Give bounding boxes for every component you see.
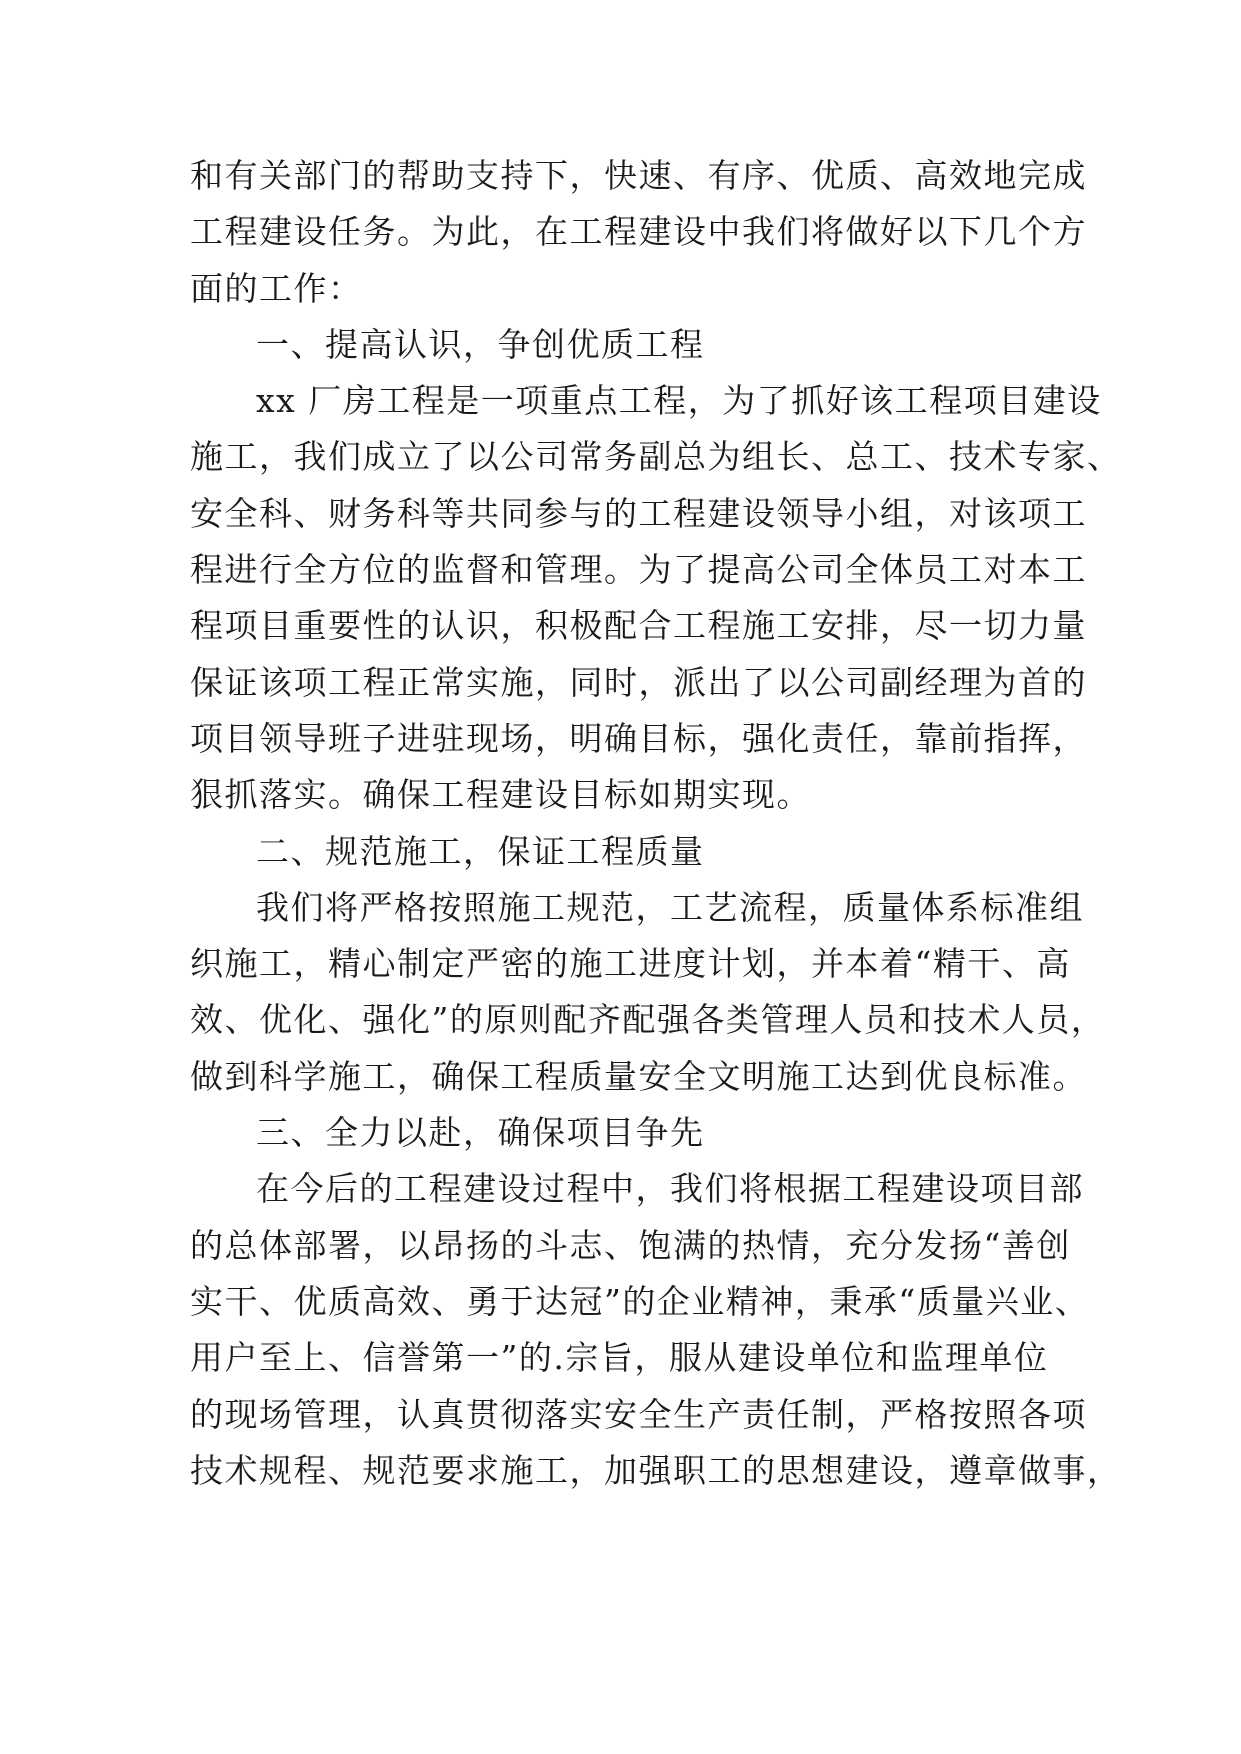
- text-line-1: 和有关部门的帮助支持下，快速、有序、优质、高效地完成: [190, 156, 1087, 195]
- text-line-6: 施工，我们成立了以公司常务副总为组长、总工、技术专家、: [190, 437, 1122, 477]
- text-line-10: 保证该项工程正常实施，同时，派出了以公司副经理为首的: [190, 662, 1087, 702]
- text-line-23: 的现场管理，认真贯彻落实安全生产责任制，严格按照各项: [190, 1394, 1087, 1434]
- text-line-12: 狠抓落实。确保工程建设目标如期实现。: [190, 775, 811, 815]
- paragraph-line-start: 在今后的工程建设过程中，我们将根据工程建设项目部: [256, 1169, 1084, 1209]
- text-line-8: 程进行全方位的监督和管理。为了提高公司全体员工对本工: [190, 550, 1087, 590]
- text-line-9: 程项目重要性的认识，积极配合工程施工安排，尽一切力量: [190, 606, 1087, 646]
- text-line-20: 的总体部署，以昂扬的斗志、饱满的热情，充分发扬“善创: [190, 1225, 1071, 1265]
- section-heading-1: 一、提高认识，争创优质工程: [256, 324, 705, 364]
- section-heading-3: 三、全力以赴，确保项目争先: [256, 1113, 705, 1153]
- text-line-17: 做到科学施工，确保工程质量安全文明施工达到优良标准。: [190, 1056, 1087, 1096]
- section-heading-2: 二、规范施工，保证工程质量: [256, 831, 705, 871]
- paragraph-line-start: 我们将严格按照施工规范，工艺流程，质量体系标准组: [256, 887, 1084, 927]
- text-line-2: 工程建设任务。为此，在工程建设中我们将做好以下几个方: [190, 212, 1087, 252]
- document-body: [190, 148, 1122, 1499]
- text-line-3: 面的工作：: [190, 268, 363, 308]
- text-line-24: 技术规程、规范要求施工，加强职工的思想建设，遵章做事，: [190, 1450, 1122, 1490]
- text-line-15: 织施工，精心制定严密的施工进度计划，并本着“精干、高: [190, 944, 1071, 984]
- text-line-21: 实干、优质高效、勇于达冠”的企业精神，秉承“质量兴业、: [190, 1281, 1090, 1321]
- text-line-22: 用户至上、信誉第一”的.宗旨，服从建设单位和监理单位: [190, 1338, 1049, 1378]
- text-line-7: 安全科、财务科等共同参与的工程建设领导小组，对该项工: [190, 493, 1087, 533]
- text-line-11: 项目领导班子进驻现场，明确目标，强化责任，靠前指挥，: [190, 718, 1087, 758]
- text-line-16: 效、优化、强化”的原则配齐配强各类管理人员和技术人员，: [190, 1000, 1106, 1040]
- paragraph-line-start: xx 厂房工程是一项重点工程，为了抓好该工程项目建设: [256, 381, 1102, 421]
